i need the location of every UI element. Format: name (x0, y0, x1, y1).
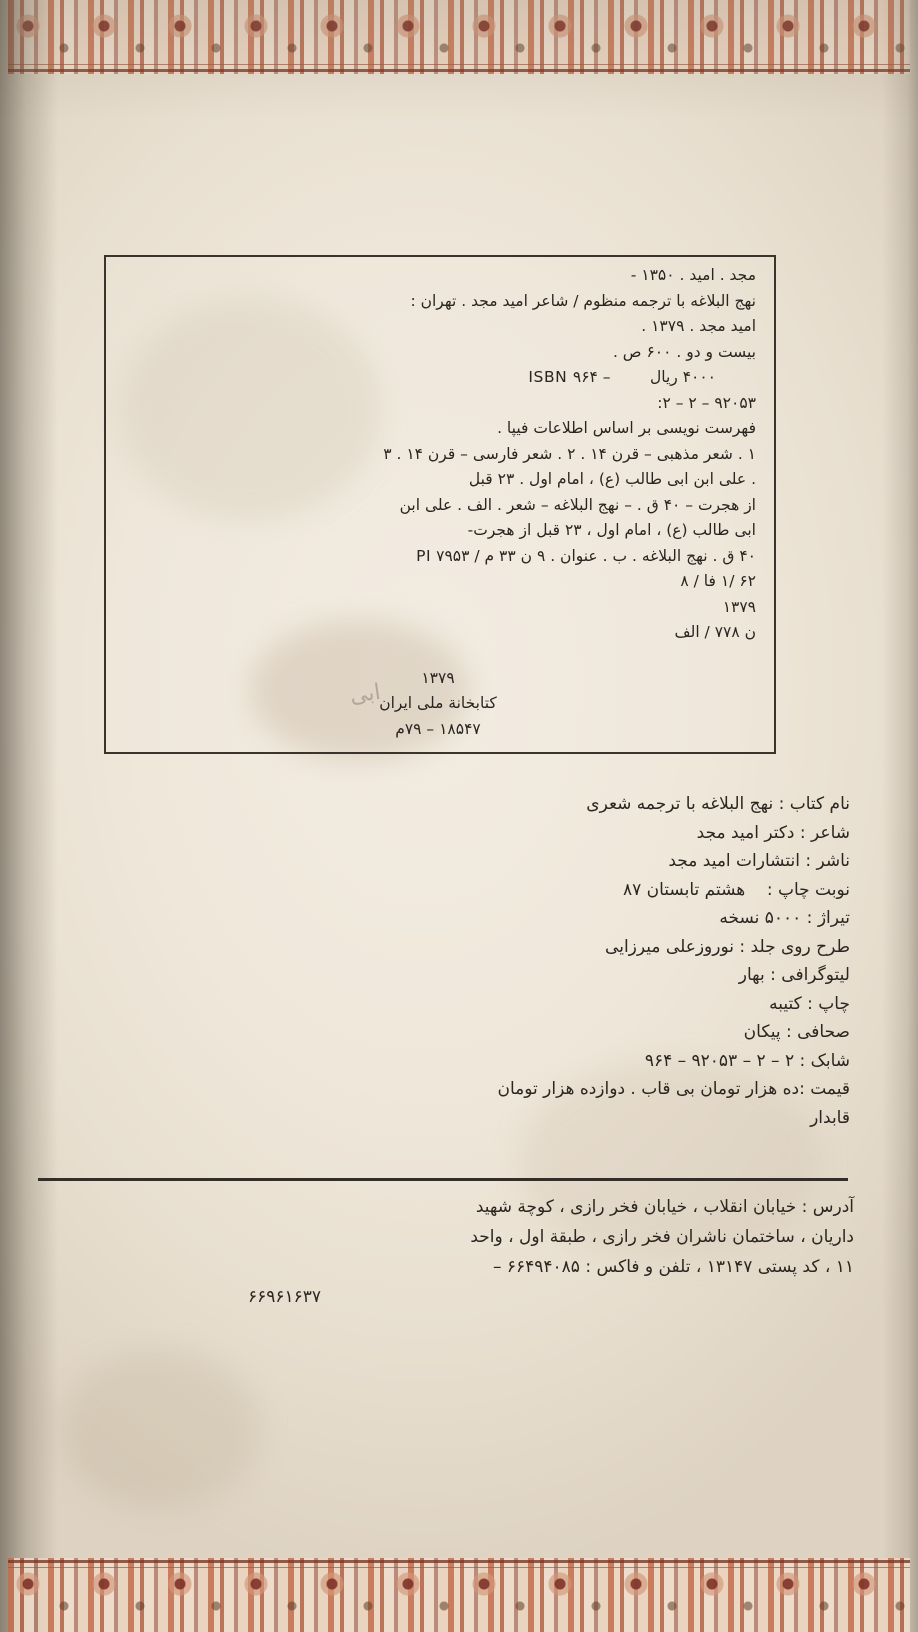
cip-line: مجد . امید . ۱۳۵۰ - (630, 266, 756, 284)
colophon-row-printing: چاپ : کتیبه (769, 993, 850, 1014)
cip-line: ۱ . شعر مذهبی – قرن ۱۴ . ۲ . شعر فارسی – قرن ۱۴ . ۳ (383, 444, 756, 463)
cip-line: ابی طالب (ع) ، امام اول ، ۲۳ قبل از هجرت- (467, 521, 756, 539)
paper-shade-left (0, 0, 58, 1632)
colophon-row-poet: شاعر : دکتر امید مجد (696, 822, 850, 843)
handwritten-pencil-mark: ابی (348, 679, 383, 709)
cip-line: فهرست نویسی بر اساس اطلاعات فیپا . (497, 419, 756, 437)
cip-line: امید مجد . ۱۳۷۹ . (641, 317, 756, 335)
cip-isbn-line: ۴۰۰۰ ریال – ISBN ۹۶۴ (528, 368, 716, 386)
cip-footer-line: ۱۳۷۹ (421, 668, 455, 687)
cip-record-number: ۱۸۵۴۷ – ۷۹م (395, 719, 481, 738)
colophon-row-lithography: لیتوگرافی : بهار (738, 965, 850, 985)
ornament-inner-rule (8, 64, 910, 65)
colophon-row-isbn: شابک : ۲ – ۲ – ۹۲۰۵۳ – ۹۶۴ (644, 1050, 850, 1071)
colophon-row-price: قیمت :ده هزار تومان بی قاب . دوازده هزار تومان (497, 1079, 850, 1099)
cip-line: از هجرت – ۴۰ ق . – نهج البلاغه – شعر . الف . علی ابن (399, 495, 756, 514)
cip-line: ۴۰ ق . نهج البلاغه . ب . عنوان . ۹ ن ۳۳ م / ۷۹۵۳ PI (416, 546, 756, 565)
colophon-row-cover-design: طرح روی جلد : نوروزعلی میرزایی (605, 936, 850, 957)
ornamental-border-bottom (8, 1558, 910, 1632)
colophon-block (60, 790, 850, 1132)
ornament-band (8, 1558, 910, 1632)
section-divider-rule (38, 1178, 848, 1181)
paper-stain (60, 1350, 260, 1510)
address-line: ۱۱ ، کد پستی ۱۳۱۴۷ ، تلفن و فاکس : ۶۶۴۹۴۰۸۵ – (492, 1257, 854, 1277)
ornament-inner-rule (8, 1567, 910, 1568)
colophon-row-print-run: تیراژ : ۵۰۰۰ نسخه (719, 908, 850, 928)
ornament-edge-rule (8, 69, 910, 72)
cip-line: ۹۲۰۵۳ – ۲ – ۲: (657, 393, 756, 412)
address-block (48, 1192, 854, 1312)
colophon-row-price-cont: قابدار (810, 1107, 850, 1128)
cip-cataloguing-box (104, 255, 776, 754)
cip-line: ن ۷۷۸ / الف (674, 623, 756, 641)
cip-library-name: کتابخانة ملی ایران (379, 694, 497, 712)
colophon-row-title: نام کتاب : نهج البلاغه با ترجمه شعری (586, 794, 850, 814)
cip-line: ۶۲ /۱ فا / ۸ (680, 572, 756, 590)
address-phone-line: ۶۶۹۶۱۶۳۷ (248, 1287, 322, 1307)
ornament-band (8, 0, 910, 74)
address-line: داریان ، ساختمان ناشران فخر رازی ، طبقة اول ، واحد (470, 1227, 854, 1247)
address-line: آدرس : خیابان انقلاب ، خیابان فخر رازی ، کوچة شهید (475, 1197, 854, 1217)
cip-line: نهج البلاغه با ترجمه منظوم / شاعر امید مجد . تهران : (410, 291, 756, 310)
cip-line: . علی ابن ابی طالب (ع) ، امام اول . ۲۳ قبل (468, 470, 756, 488)
colophon-row-edition: نوبت چاپ : هشتم تابستان ۸۷ (622, 879, 850, 900)
paper-shade-top (0, 0, 918, 120)
colophon-row-binding: صحافی : پیکان (743, 1022, 850, 1042)
colophon-row-publisher: ناشر : انتشارات امید مجد (668, 851, 850, 871)
cip-line: بیست و دو . ۶۰۰ ص . (612, 342, 756, 361)
paper-shade-right (882, 0, 918, 1632)
ornament-edge-rule (8, 1560, 910, 1563)
ornament-flower-motif (8, 0, 910, 74)
cip-line: ۱۳۷۹ (722, 597, 756, 616)
ornamental-border-top (8, 0, 910, 74)
ornament-flower-motif (8, 1558, 910, 1632)
